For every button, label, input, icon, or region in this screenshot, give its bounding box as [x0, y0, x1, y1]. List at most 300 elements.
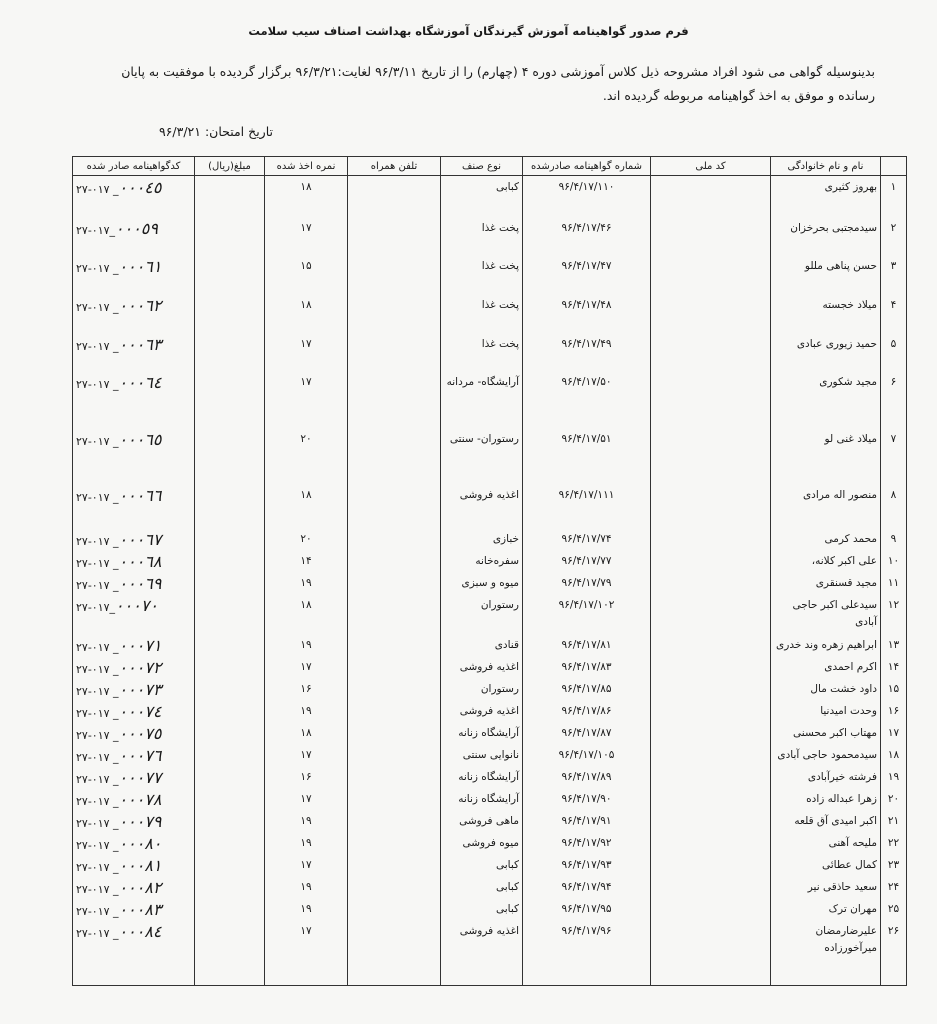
- issued-code-prefix: ۲۷-۰۱۷_: [76, 600, 116, 614]
- table-row: [73, 333, 907, 371]
- score: ۱۶: [265, 678, 348, 700]
- guild-type: رستوران: [441, 594, 523, 634]
- guild-type: آرایشگاه زنانه: [441, 766, 523, 788]
- certificate-number: ۹۶/۴/۱۷/۸۵: [523, 678, 651, 700]
- row-number: ۲: [881, 217, 907, 255]
- person-name: داود خشت مال: [771, 678, 881, 700]
- col-header-no: [881, 157, 907, 176]
- person-name: میلاد خجسته: [771, 294, 881, 333]
- guild-type: اغذیه فروشی: [441, 700, 523, 722]
- issued-code-handwritten: ٠٠٠٨٤: [118, 921, 162, 941]
- certificate-number: ۹۶/۴/۱۷/۹۰: [523, 788, 651, 810]
- score: ۱۸: [265, 594, 348, 634]
- score: ۱۴: [265, 550, 348, 572]
- national-code: [651, 898, 771, 920]
- issued-code-prefix: ۲۷-۰۱۷ _: [76, 838, 119, 852]
- amount: [195, 722, 265, 744]
- issued-certificate-code: [73, 766, 195, 788]
- issued-certificate-code: [73, 700, 195, 722]
- score: ۱۹: [265, 810, 348, 832]
- mobile-phone: [348, 217, 441, 255]
- issued-code-prefix: ۲۷-۰۱۷ _: [76, 183, 119, 196]
- guild-type: آرایشگاه زنانه: [441, 722, 523, 744]
- issued-code-prefix: ۲۷-۰۱۷ _: [76, 556, 119, 570]
- certificate-number: ۹۶/۴/۱۷/۱۱۱: [523, 484, 651, 528]
- person-name: حسن پناهی مللو: [771, 255, 881, 294]
- mobile-phone: [348, 572, 441, 594]
- score: ۱۸: [265, 294, 348, 333]
- mobile-phone: [348, 854, 441, 876]
- table-row: [73, 656, 907, 678]
- person-name: اکرم احمدی: [771, 656, 881, 678]
- score: ۱۷: [265, 333, 348, 371]
- amount: [195, 876, 265, 898]
- issued-code-handwritten: ٠٠٠٧٤: [118, 701, 162, 721]
- mobile-phone: [348, 528, 441, 550]
- issued-certificate-code: [73, 333, 195, 371]
- issued-code-handwritten: ٠٠٠٦٧: [118, 529, 162, 549]
- issued-code-handwritten: ٠٠٠٧٩: [118, 811, 162, 831]
- certificate-number: ۹۶/۴/۱۷/۹۳: [523, 854, 651, 876]
- issued-certificate-code: [73, 217, 195, 255]
- person-name: مجید شکوری: [771, 371, 881, 428]
- issued-certificate-code: [73, 920, 195, 986]
- row-number: ۳: [881, 255, 907, 294]
- score: ۱۸: [265, 484, 348, 528]
- table-row: [73, 634, 907, 656]
- table-row: [73, 788, 907, 810]
- score: ۲۰: [265, 528, 348, 550]
- issued-certificate-code: [73, 678, 195, 700]
- mobile-phone: [348, 876, 441, 898]
- amount: [195, 255, 265, 294]
- issued-certificate-code: [73, 876, 195, 898]
- person-name: مهران ترک: [771, 898, 881, 920]
- table-row: [73, 217, 907, 255]
- score: ۱۷: [265, 217, 348, 255]
- amount: [195, 550, 265, 572]
- issued-code-prefix: ۲۷-۰۱۷ _: [76, 377, 119, 391]
- mobile-phone: [348, 722, 441, 744]
- certificate-number: ۹۶/۴/۱۷/۹۵: [523, 898, 651, 920]
- amount: [195, 854, 265, 876]
- issued-certificate-code: [73, 371, 195, 428]
- person-name: علی اکبر کلانه،: [771, 550, 881, 572]
- certificate-number: ۹۶/۴/۱۷/۱۱۰: [523, 176, 651, 217]
- issued-code-handwritten: ٠٠٠٦٩: [118, 573, 162, 593]
- score: ۱۹: [265, 572, 348, 594]
- mobile-phone: [348, 428, 441, 484]
- national-code: [651, 217, 771, 255]
- table-row: [73, 594, 907, 634]
- table-row: [73, 766, 907, 788]
- mobile-phone: [348, 744, 441, 766]
- issued-code-handwritten: ٠٠٠٨٣: [118, 899, 162, 919]
- certificate-number: ۹۶/۴/۱۷/۷۴: [523, 528, 651, 550]
- national-code: [651, 700, 771, 722]
- guild-type: آرایشگاه- مردانه: [441, 371, 523, 428]
- table-row: [73, 744, 907, 766]
- score: ۱۸: [265, 722, 348, 744]
- guild-type: ماهی فروشی: [441, 810, 523, 832]
- table-row: [73, 920, 907, 986]
- issued-code-prefix: ۲۷-۰۱۷ _: [76, 926, 119, 940]
- score: ۱۹: [265, 700, 348, 722]
- issued-code-prefix: ۲۷-۰۱۷_: [76, 223, 116, 237]
- person-name: علیرضارمضان میرآخورزاده: [771, 920, 881, 986]
- issued-code-handwritten: ٠٠٠٨٠: [118, 833, 162, 853]
- table-row: [73, 898, 907, 920]
- national-code: [651, 634, 771, 656]
- guild-type: کبابی: [441, 176, 523, 217]
- row-number: ۷: [881, 428, 907, 484]
- person-name: بهروز کثیری: [771, 176, 881, 217]
- issued-code-prefix: ۲۷-۰۱۷ _: [76, 904, 119, 918]
- issued-code-handwritten: ٠٠٠٧٥: [118, 723, 162, 743]
- issued-code-handwritten: ٠٠٠٧٧: [118, 767, 162, 787]
- issued-code-handwritten: ٠٠٠٧٢: [118, 657, 162, 677]
- guild-type: اغذیه فروشی: [441, 920, 523, 986]
- score: ۱۹: [265, 898, 348, 920]
- mobile-phone: [348, 832, 441, 854]
- guild-type: پخت غذا: [441, 333, 523, 371]
- table-row: [73, 572, 907, 594]
- issued-code-prefix: ۲۷-۰۱۷ _: [76, 772, 119, 786]
- mobile-phone: [348, 333, 441, 371]
- national-code: [651, 766, 771, 788]
- row-number: ۱۷: [881, 722, 907, 744]
- row-number: ۲۵: [881, 898, 907, 920]
- document-title: فرم صدور گواهینامه آموزش گیرندگان آموزشگاه بهداشت اصناف سیب سلامت: [248, 24, 689, 38]
- guild-type: قنادی: [441, 634, 523, 656]
- score: ۱۷: [265, 788, 348, 810]
- score: ۱۶: [265, 766, 348, 788]
- issued-certificate-code: [73, 594, 195, 634]
- issued-code-handwritten: ٠٠٠٤٥: [118, 178, 162, 197]
- national-code: [651, 854, 771, 876]
- guild-type: میوه فروشی: [441, 832, 523, 854]
- national-code: [651, 572, 771, 594]
- issued-certificate-code: [73, 898, 195, 920]
- amount: [195, 634, 265, 656]
- issued-code-prefix: ۲۷-۰۱۷ _: [76, 750, 119, 764]
- issued-code-handwritten: ٠٠٠٦٦: [118, 485, 162, 505]
- amount: [195, 176, 265, 217]
- issued-code-handwritten: ٠٠٠٨٢: [118, 877, 162, 897]
- person-name: ملیحه آهنی: [771, 832, 881, 854]
- row-number: ۲۱: [881, 810, 907, 832]
- certificate-number: ۹۶/۴/۱۷/۸۶: [523, 700, 651, 722]
- certificate-number: ۹۶/۴/۱۷/۵۱: [523, 428, 651, 484]
- issued-code-prefix: ۲۷-۰۱۷ _: [76, 794, 119, 808]
- col-header-cert-number: شماره گواهینامه صادرشده: [523, 157, 651, 176]
- national-code: [651, 920, 771, 986]
- certificate-number: ۹۶/۴/۱۷/۹۶: [523, 920, 651, 986]
- score: ۱۷: [265, 854, 348, 876]
- issued-code-prefix: ۲۷-۰۱۷ _: [76, 882, 119, 896]
- person-name: فرشته خیرآبادی: [771, 766, 881, 788]
- guild-type: پخت غذا: [441, 294, 523, 333]
- mobile-phone: [348, 700, 441, 722]
- row-number: ۲۴: [881, 876, 907, 898]
- certificate-number: ۹۶/۴/۱۷/۴۸: [523, 294, 651, 333]
- certificate-number: ۹۶/۴/۱۷/۵۰: [523, 371, 651, 428]
- issued-certificate-code: [73, 744, 195, 766]
- issued-certificate-code: [73, 176, 195, 217]
- issued-certificate-code: [73, 550, 195, 572]
- guild-type: آرایشگاه زنانه: [441, 788, 523, 810]
- person-name: منصور اله مرادی: [771, 484, 881, 528]
- mobile-phone: [348, 176, 441, 217]
- row-number: ۱۳: [881, 634, 907, 656]
- amount: [195, 788, 265, 810]
- issued-code-prefix: ۲۷-۰۱۷ _: [76, 706, 119, 720]
- person-name: وحدت امیدنیا: [771, 700, 881, 722]
- table-row: [73, 722, 907, 744]
- mobile-phone: [348, 766, 441, 788]
- issued-certificate-code: [73, 572, 195, 594]
- table-row: [73, 176, 907, 217]
- guild-type: خبازی: [441, 528, 523, 550]
- certificate-number: ۹۶/۴/۱۷/۴۹: [523, 333, 651, 371]
- score: ۱۸: [265, 176, 348, 217]
- person-name: سیدمحمود حاجی آبادی: [771, 744, 881, 766]
- score: ۱۷: [265, 920, 348, 986]
- person-name: سیدمجتبی بحرخزان: [771, 217, 881, 255]
- row-number: ۲۳: [881, 854, 907, 876]
- issued-code-prefix: ۲۷-۰۱۷ _: [76, 339, 119, 353]
- certificate-number: ۹۶/۴/۱۷/۴۶: [523, 217, 651, 255]
- guild-type: پخت غذا: [441, 255, 523, 294]
- certificate-number: ۹۶/۴/۱۷/۷۹: [523, 572, 651, 594]
- score: ۱۹: [265, 832, 348, 854]
- national-code: [651, 832, 771, 854]
- person-name: مهتاب اکبر محسنی: [771, 722, 881, 744]
- guild-type: اغذیه فروشی: [441, 656, 523, 678]
- amount: [195, 656, 265, 678]
- table-row: [73, 678, 907, 700]
- issued-certificate-code: [73, 810, 195, 832]
- guild-type: نانوایی سنتی: [441, 744, 523, 766]
- mobile-phone: [348, 294, 441, 333]
- row-number: ۱۵: [881, 678, 907, 700]
- amount: [195, 484, 265, 528]
- person-name: سیدعلی اکبر حاجی آبادی: [771, 594, 881, 634]
- certificate-number: ۹۶/۴/۱۷/۷۷: [523, 550, 651, 572]
- national-code: [651, 176, 771, 217]
- certificate-number: ۹۶/۴/۱۷/۱۰۵: [523, 744, 651, 766]
- mobile-phone: [348, 371, 441, 428]
- issued-code-handwritten: ٠٠٠٦٣: [118, 334, 162, 354]
- col-header-phone: تلفن همراه: [348, 157, 441, 176]
- national-code: [651, 656, 771, 678]
- national-code: [651, 678, 771, 700]
- row-number: ۸: [881, 484, 907, 528]
- issued-code-handwritten: ٠٠٠٧٠: [115, 595, 158, 615]
- issued-code-handwritten: ٠٠٠٦٨: [118, 551, 162, 571]
- table-row: [73, 854, 907, 876]
- mobile-phone: [348, 920, 441, 986]
- issued-code-prefix: ۲۷-۰۱۷ _: [76, 490, 119, 504]
- issued-certificate-code: [73, 484, 195, 528]
- issued-certificate-code: [73, 428, 195, 484]
- mobile-phone: [348, 550, 441, 572]
- amount: [195, 371, 265, 428]
- row-number: ۱۲: [881, 594, 907, 634]
- guild-type: کبابی: [441, 876, 523, 898]
- certificate-number: ۹۶/۴/۱۷/۸۱: [523, 634, 651, 656]
- issued-code-prefix: ۲۷-۰۱۷ _: [76, 300, 119, 314]
- person-name: کمال عطائی: [771, 854, 881, 876]
- certificate-number: ۹۶/۴/۱۷/۴۷: [523, 255, 651, 294]
- table-row: [73, 371, 907, 428]
- amount: [195, 333, 265, 371]
- person-name: ابراهیم زهره وند خدری: [771, 634, 881, 656]
- table-row: [73, 550, 907, 572]
- mobile-phone: [348, 898, 441, 920]
- row-number: ۱۸: [881, 744, 907, 766]
- person-name: سعید حاذقی نیر: [771, 876, 881, 898]
- amount: [195, 920, 265, 986]
- issued-code-prefix: ۲۷-۰۱۷ _: [76, 728, 119, 742]
- amount: [195, 700, 265, 722]
- issued-code-handwritten: ٠٠٠٦٢: [118, 295, 162, 315]
- table-row: [73, 294, 907, 333]
- table-row: [73, 428, 907, 484]
- issued-code-prefix: ۲۷-۰۱۷ _: [76, 640, 119, 654]
- issued-certificate-code: [73, 294, 195, 333]
- table-row: [73, 832, 907, 854]
- national-code: [651, 744, 771, 766]
- certificate-table: [72, 156, 907, 986]
- issued-code-prefix: ۲۷-۰۱۷ _: [76, 261, 119, 275]
- issued-code-prefix: ۲۷-۰۱۷ _: [76, 860, 119, 874]
- table-header-row: [73, 157, 907, 176]
- row-number: ۲۰: [881, 788, 907, 810]
- guild-type: میوه و سبزی: [441, 572, 523, 594]
- row-number: ۱۹: [881, 766, 907, 788]
- certificate-number: ۹۶/۴/۱۷/۸۷: [523, 722, 651, 744]
- issued-code-handwritten: ٠٠٠٥٩: [115, 218, 158, 238]
- score: ۱۹: [265, 634, 348, 656]
- issued-certificate-code: [73, 722, 195, 744]
- issued-code-prefix: ۲۷-۰۱۷ _: [76, 684, 119, 698]
- col-header-issued-code: کدگواهینامه صادر شده: [73, 157, 195, 176]
- amount: [195, 678, 265, 700]
- national-code: [651, 294, 771, 333]
- guild-type: سفره‌خانه: [441, 550, 523, 572]
- mobile-phone: [348, 678, 441, 700]
- col-header-amount: مبلغ(ریال): [195, 157, 265, 176]
- person-name: زهرا عبداله زاده: [771, 788, 881, 810]
- table-row: [73, 876, 907, 898]
- col-header-national-code: کد ملی: [651, 157, 771, 176]
- table-row: [73, 484, 907, 528]
- certificate-number: ۹۶/۴/۱۷/۹۱: [523, 810, 651, 832]
- issued-code-prefix: ۲۷-۰۱۷ _: [76, 434, 119, 448]
- row-number: ۱۴: [881, 656, 907, 678]
- national-code: [651, 484, 771, 528]
- row-number: ۱۰: [881, 550, 907, 572]
- row-number: ۹: [881, 528, 907, 550]
- certificate-number: ۹۶/۴/۱۷/۹۴: [523, 876, 651, 898]
- national-code: [651, 528, 771, 550]
- mobile-phone: [348, 634, 441, 656]
- issued-certificate-code: [73, 656, 195, 678]
- person-name: اکبر امیدی آق قلعه: [771, 810, 881, 832]
- person-name: محمد کرمی: [771, 528, 881, 550]
- amount: [195, 744, 265, 766]
- issued-code-prefix: ۲۷-۰۱۷ _: [76, 662, 119, 676]
- table-body: [73, 176, 907, 986]
- row-number: ۱۱: [881, 572, 907, 594]
- issued-code-handwritten: ٠٠٠٨١: [118, 855, 162, 875]
- guild-type: پخت غذا: [441, 217, 523, 255]
- amount: [195, 766, 265, 788]
- score: ۱۷: [265, 371, 348, 428]
- issued-code-handwritten: ٠٠٠٧١: [118, 635, 162, 655]
- certificate-number: ۹۶/۴/۱۷/۸۳: [523, 656, 651, 678]
- national-code: [651, 810, 771, 832]
- score: ۱۷: [265, 744, 348, 766]
- guild-type: اغذیه فروشی: [441, 484, 523, 528]
- col-header-score: نمره اخذ شده: [265, 157, 348, 176]
- issued-code-prefix: ۲۷-۰۱۷ _: [76, 534, 119, 548]
- mobile-phone: [348, 484, 441, 528]
- national-code: [651, 333, 771, 371]
- national-code: [651, 428, 771, 484]
- table-row: [73, 255, 907, 294]
- amount: [195, 594, 265, 634]
- row-number: ۲۶: [881, 920, 907, 986]
- person-name: مجید قسنقری: [771, 572, 881, 594]
- issued-certificate-code: [73, 854, 195, 876]
- mobile-phone: [348, 594, 441, 634]
- score: ۱۷: [265, 656, 348, 678]
- issued-certificate-code: [73, 832, 195, 854]
- score: ۱۹: [265, 876, 348, 898]
- issued-code-handwritten: ٠٠٠٦٤: [118, 372, 162, 392]
- table-row: [73, 528, 907, 550]
- issued-code-prefix: ۲۷-۰۱۷ _: [76, 578, 119, 592]
- national-code: [651, 255, 771, 294]
- row-number: ۴: [881, 294, 907, 333]
- score: ۱۵: [265, 255, 348, 294]
- amount: [195, 572, 265, 594]
- issued-certificate-code: [73, 788, 195, 810]
- national-code: [651, 876, 771, 898]
- national-code: [651, 550, 771, 572]
- person-name: حمید زیوری عبادی: [771, 333, 881, 371]
- row-number: ۱: [881, 176, 907, 217]
- row-number: ۱۶: [881, 700, 907, 722]
- mobile-phone: [348, 656, 441, 678]
- mobile-phone: [348, 255, 441, 294]
- national-code: [651, 722, 771, 744]
- issued-code-handwritten: ٠٠٠٦٥: [118, 429, 162, 449]
- issued-certificate-code: [73, 634, 195, 656]
- row-number: ۲۲: [881, 832, 907, 854]
- amount: [195, 217, 265, 255]
- certificate-number: ۹۶/۴/۱۷/۸۹: [523, 766, 651, 788]
- table-row: [73, 700, 907, 722]
- mobile-phone: [348, 788, 441, 810]
- issued-certificate-code: [73, 255, 195, 294]
- person-name: میلاد غنی لو: [771, 428, 881, 484]
- guild-type: رستوران- سنتی: [441, 428, 523, 484]
- issued-code-handwritten: ٠٠٠٧٨: [118, 789, 162, 809]
- guild-type: کبابی: [441, 854, 523, 876]
